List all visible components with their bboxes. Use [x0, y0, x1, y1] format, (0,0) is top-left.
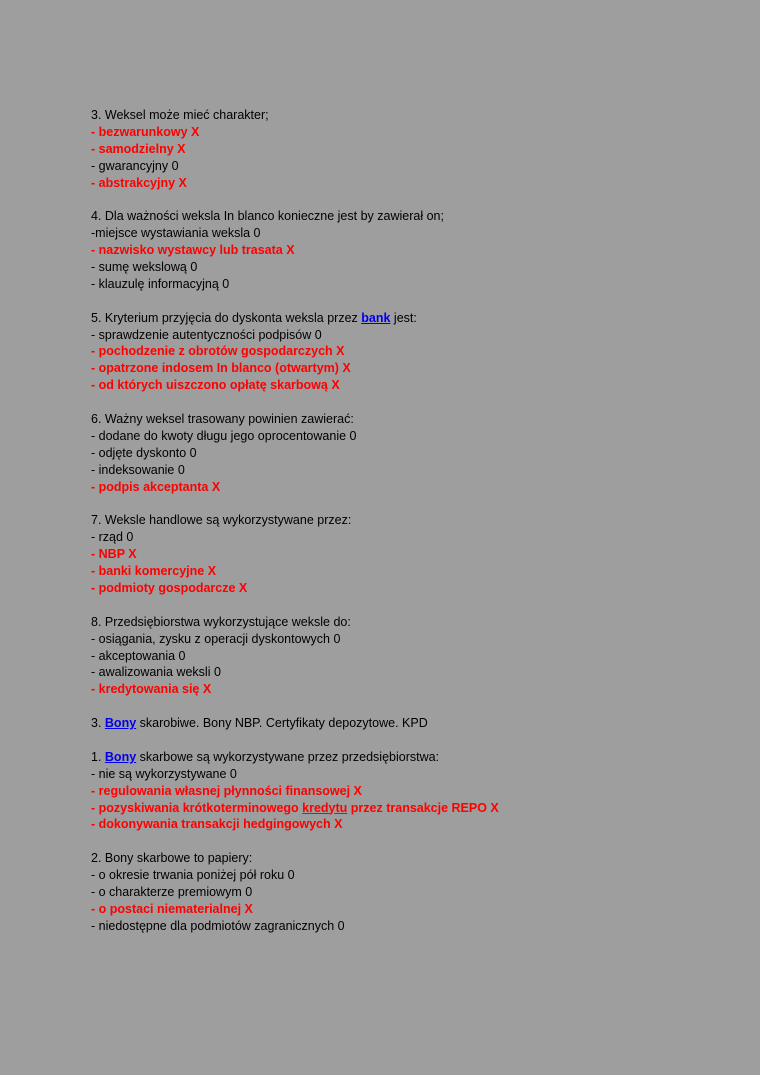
- line-text: - o postaci niematerialnej X: [91, 901, 253, 916]
- line-text: 1.: [91, 749, 105, 764]
- line-text: -miejsce wystawiania weksla 0: [91, 226, 261, 241]
- line-text: - abstrakcyjny X: [91, 175, 187, 190]
- line-text: skarbowe są wykorzystywane przez przedsiębiorstwa:: [136, 749, 440, 764]
- keyword-link[interactable]: Bony: [104, 749, 137, 764]
- line-text: 3. Weksel może mieć charakter;: [91, 108, 269, 122]
- line-text: 5. Kryterium przyjęcia do dyskonta weksla przez: [91, 310, 362, 325]
- text-line: [91, 614, 731, 631]
- text-line: [91, 884, 731, 901]
- text-line: [91, 462, 731, 479]
- text-line: [91, 445, 731, 462]
- answer-line-correct: [91, 816, 731, 833]
- text-line: [91, 749, 731, 766]
- line-text: - akceptowania 0: [91, 648, 186, 663]
- blank-line: [91, 191, 731, 208]
- line-text: 3.: [91, 716, 105, 731]
- line-text: - nazwisko wystawcy lub trasata X: [91, 243, 295, 258]
- text-line: [91, 664, 731, 681]
- text-line: [91, 867, 731, 884]
- answer-line-correct: [91, 580, 731, 597]
- text-line: [91, 327, 731, 344]
- blank-line: [91, 597, 731, 614]
- answer-line-correct: [91, 783, 731, 800]
- text-line: [91, 259, 731, 276]
- answer-line-correct: [91, 546, 731, 563]
- answer-line-correct: [91, 360, 731, 377]
- line-text: - dodane do kwoty długu jego oprocentowanie 0: [91, 428, 357, 443]
- answer-line-correct: [91, 800, 731, 817]
- answer-line-correct: [91, 563, 731, 580]
- line-text: - indeksowanie 0: [91, 462, 185, 477]
- blank-line: [91, 394, 731, 411]
- line-text: - podpis akceptanta X: [91, 479, 221, 494]
- line-text: - opatrzone indosem In blanco (otwartym) X: [91, 361, 351, 376]
- text-line: [91, 158, 731, 175]
- keyword-link[interactable]: bank: [361, 310, 391, 325]
- text-line: [91, 766, 731, 783]
- text-line: [91, 276, 731, 293]
- line-text: - kredytowania się X: [91, 682, 212, 697]
- keyword-link[interactable]: kredytu: [302, 800, 348, 815]
- answer-line-correct: [91, 479, 731, 496]
- blank-line: [91, 495, 731, 512]
- line-text: - osiągania, zysku z operacji dyskontowych 0: [91, 631, 341, 646]
- answer-line-correct: [91, 901, 731, 918]
- text-line: [91, 512, 731, 529]
- blank-line: [91, 698, 731, 715]
- answer-line-correct: [91, 141, 731, 158]
- line-text: - rząd 0: [91, 530, 134, 545]
- line-text: - od których uiszczono opłatę skarbową X: [91, 378, 340, 393]
- line-text: - regulowania własnej płynności finansowej X: [91, 783, 362, 798]
- line-text: - o charakterze premiowym 0: [91, 884, 253, 899]
- line-text: 4. Dla ważności weksla In blanco konieczne jest by zawierał on;: [91, 209, 444, 224]
- line-text: skarobiwe. Bony NBP. Certyfikaty depozytowe. KPD: [136, 716, 428, 731]
- line-text: 7. Weksle handlowe są wykorzystywane przez:: [91, 513, 352, 528]
- answer-line-correct: [91, 175, 731, 192]
- text-line: [91, 850, 731, 867]
- text-line: [91, 715, 731, 732]
- text-line: [91, 107, 731, 124]
- text-line: [91, 310, 731, 327]
- line-text: 6. Ważny weksel trasowany powinien zawierać:: [91, 412, 354, 427]
- line-text: 8. Przedsiębiorstwa wykorzystujące weksle do:: [91, 614, 351, 629]
- line-text: jest:: [390, 310, 417, 325]
- line-text: - podmioty gospodarcze X: [91, 580, 248, 595]
- line-text: - nie są wykorzystywane 0: [91, 766, 237, 781]
- line-text: - o okresie trwania poniżej pół roku 0: [91, 868, 295, 883]
- line-text: - dokonywania transakcji hedgingowych X: [91, 817, 343, 832]
- line-text: - sprawdzenie autentyczności podpisów 0: [91, 327, 322, 342]
- line-text: - awalizowania weksli 0: [91, 665, 221, 680]
- line-text: - pozyskiwania krótkoterminowego: [91, 800, 303, 815]
- answer-line-correct: [91, 343, 731, 360]
- answer-line-correct: [91, 242, 731, 259]
- line-text: - sumę wekslową 0: [91, 260, 198, 275]
- document-page: [91, 107, 731, 935]
- answer-line-correct: [91, 124, 731, 141]
- text-line: [91, 631, 731, 648]
- line-text: - NBP X: [91, 547, 137, 562]
- blank-line: [91, 833, 731, 850]
- text-line: [91, 529, 731, 546]
- text-line: [91, 225, 731, 242]
- line-text: - banki komercyjne X: [91, 564, 217, 579]
- answer-line-correct: [91, 377, 731, 394]
- line-text: - gwarancyjny 0: [91, 158, 179, 173]
- line-text: - pochodzenie z obrotów gospodarczych X: [91, 344, 345, 359]
- line-text: 2. Bony skarbowe to papiery:: [91, 851, 253, 866]
- line-text: - klauzulę informacyjną 0: [91, 276, 230, 291]
- keyword-link[interactable]: Bony: [104, 716, 137, 731]
- text-line: [91, 208, 731, 225]
- line-text: - samodzielny X: [91, 141, 186, 156]
- line-text: przez transakcje REPO X: [347, 800, 499, 815]
- text-line: [91, 648, 731, 665]
- text-line: [91, 428, 731, 445]
- text-line: [91, 411, 731, 428]
- answer-line-correct: [91, 681, 731, 698]
- line-text: - bezwarunkowy X: [91, 124, 200, 139]
- line-text: - odjęte dyskonto 0: [91, 445, 197, 460]
- blank-line: [91, 732, 731, 749]
- line-text: - niedostępne dla podmiotów zagranicznych 0: [91, 918, 345, 933]
- text-line: [91, 918, 731, 935]
- blank-line: [91, 293, 731, 310]
